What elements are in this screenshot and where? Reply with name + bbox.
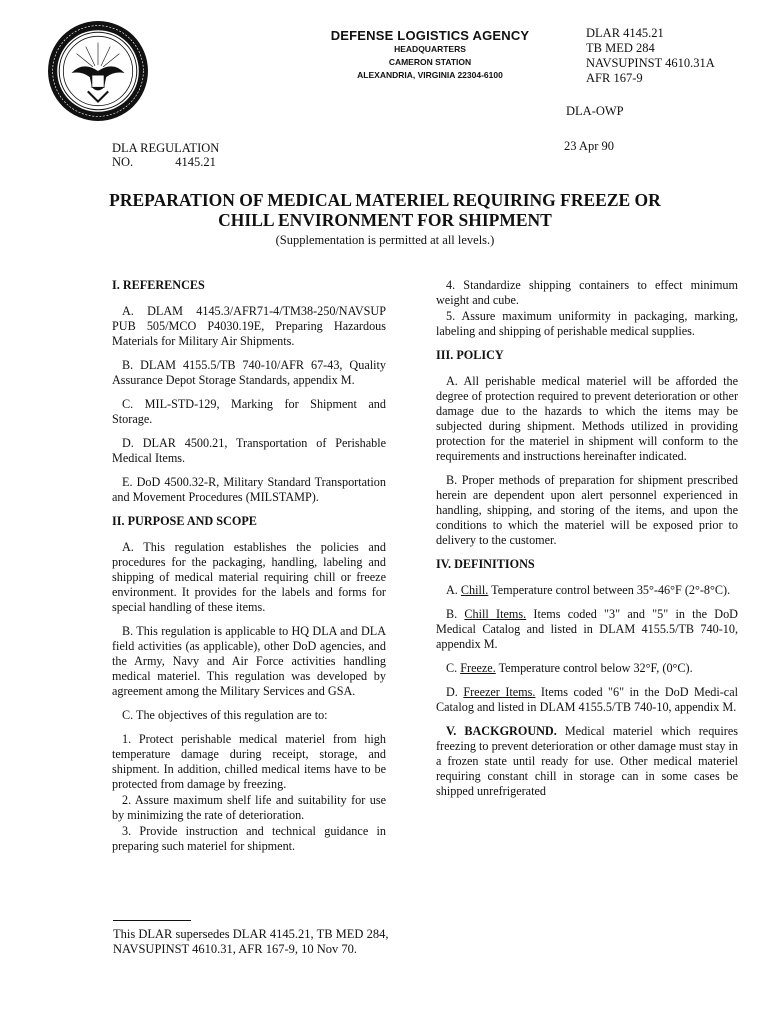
footnote [113, 927, 513, 957]
paragraph: A. This regulation establishes the policies and procedures for the packaging, handling, labeling and shipping of medical material requiring chill or freeze environment. It provides for the labels and forms for special handling of these items. [112, 540, 386, 614]
background-paragraph: V. BACKGROUND. Medical materiel which requires freezing to prevent deterioration or other damage must stay in a frozen state until ready for use. Other medical materiel requiring constant chill in storage can in some cases be shipped unrefrigerated [436, 724, 738, 798]
office-code: DLA-OWP [566, 104, 624, 118]
objective-item: 2. Assure maximum shelf life and suitability for use by minimizing the rate of deterioration. [112, 793, 386, 822]
section-heading-background: V. BACKGROUND. [446, 724, 557, 738]
footnote-line: NAVSUPINST 4610.31, AFR 167-9, 10 Nov 70. [113, 942, 358, 956]
definition-term: Freezer Items. [463, 685, 536, 699]
section-heading-purpose: II. PURPOSE AND SCOPE [112, 514, 257, 528]
section-heading-policy: III. POLICY [436, 348, 504, 362]
reference-item: D. DLAR 4500.21, Transportation of Perishable Medical Items. [112, 436, 386, 465]
page-title [40, 190, 730, 230]
definition-item: D. Freezer Items. Items coded "6" in the DoD Medi-cal Catalog and listed in DLAM 4155.5/TB 740-10, appendix M. [436, 685, 738, 714]
definition-term: Freeze. [460, 661, 496, 675]
regulation-number [112, 142, 219, 169]
footnote-rule [113, 920, 191, 921]
reference-item: C. MIL-STD-129, Marking for Shipment and Storage. [112, 397, 386, 426]
section-heading-definitions: IV. DEFINITIONS [436, 557, 535, 571]
doc-ref: AFR 167-9 [586, 71, 643, 85]
doc-references [586, 26, 715, 86]
issue-date: 23 Apr 90 [564, 139, 614, 153]
objective-item: 4. Standardize shipping containers to effect minimum weight and cube. [436, 278, 738, 307]
definition-item: B. Chill Items. Items coded "3" and "5" in the DoD Medical Catalog and listed in DLAM 4155.5/TB 740-10, appendix M. [436, 607, 738, 651]
agency-station: CAMERON STATION [388, 57, 472, 67]
supplement-note: (Supplementation is permitted at all levels.) [275, 233, 495, 247]
agency-block [300, 28, 560, 82]
reference-item: E. DoD 4500.32-R, Military Standard Transportation and Movement Procedures (MILSTAMP). [112, 475, 386, 504]
paragraph: A. All perishable medical materiel will be afforded the degree of protection required to prevent deterioration or other damage due to the hazards to which the items may be subjected during shipment. Methods utilized in providing protection for the materiel in shipment will conform to the requirements and instructions hereinafter indicated. [436, 374, 738, 463]
definition-item: C. Freeze. Temperature control below 32°F, (0°C). [446, 661, 693, 675]
left-column [112, 278, 386, 855]
agency-headquarters: HEADQUARTERS [394, 44, 466, 54]
paragraph: C. The objectives of this regulation are to: [122, 708, 328, 722]
right-column [436, 278, 738, 808]
paragraph: B. Proper methods of preparation for shipment prescribed herein are dependent upon alert personnel experienced in handling, shipping, and storing of the items, and upon the conditions to which the materiel will be exposed prior to delivery to the customer. [436, 473, 738, 547]
objective-item: 1. Protect perishable medical materiel from high temperature damage during receipt, storage, and shipment. In addition, chilled medical items have to be protected from damage by freezing. [112, 732, 386, 791]
reg-number: 4145.21 [175, 154, 216, 169]
reference-item: A. DLAM 4145.3/AFR71-4/TM38-250/NAVSUP PUB 505/MCO P4030.19E, Preparing Hazardous Materials for Military Air Shipments. [112, 304, 386, 348]
title-line: CHILL ENVIRONMENT FOR SHIPMENT [218, 210, 552, 230]
regulation-label: DLA REGULATION [112, 141, 220, 155]
objective-item: 3. Provide instruction and technical guidance in preparing such materiel for shipment. [112, 824, 386, 853]
reference-item: B. DLAM 4155.5/TB 740-10/AFR 67-43, Quality Assurance Depot Storage Standards, appendix M. [112, 358, 386, 387]
paragraph: B. This regulation is applicable to HQ DLA and DLA field activities (as applicable), other DoD agencies, and the Army, Navy and Air Force activities handling medical materiel. This regulation was developed by agreement among the Military Services and GSA. [112, 624, 386, 698]
definition-term: Chill Items. [464, 607, 527, 621]
doc-ref: DLAR 4145.21 [586, 26, 664, 40]
margin-mark [63, 94, 64, 106]
definition-term: Chill. [460, 583, 489, 597]
agency-address: ALEXANDRIA, VIRGINIA 22304-6100 [357, 70, 503, 80]
footnote-line: This DLAR supersedes DLAR 4145.21, TB MED 284, [113, 927, 389, 941]
definition-item: A. Chill. Temperature control between 35°-46°F (2°-8°C). [446, 583, 731, 597]
section-heading-references: I. REFERENCES [112, 278, 205, 292]
doc-ref: TB MED 284 [586, 41, 655, 55]
no-label: NO. [112, 154, 134, 169]
doc-ref: NAVSUPINST 4610.31A [586, 56, 715, 70]
title-line: PREPARATION OF MEDICAL MATERIEL REQUIRING FREEZE OR [109, 190, 661, 210]
objective-item: 5. Assure maximum uniformity in packaging, marking, labeling and shipping of perishable medical supplies. [436, 309, 738, 338]
agency-name: DEFENSE LOGISTICS AGENCY [330, 28, 530, 43]
dla-seal-icon [47, 20, 149, 122]
